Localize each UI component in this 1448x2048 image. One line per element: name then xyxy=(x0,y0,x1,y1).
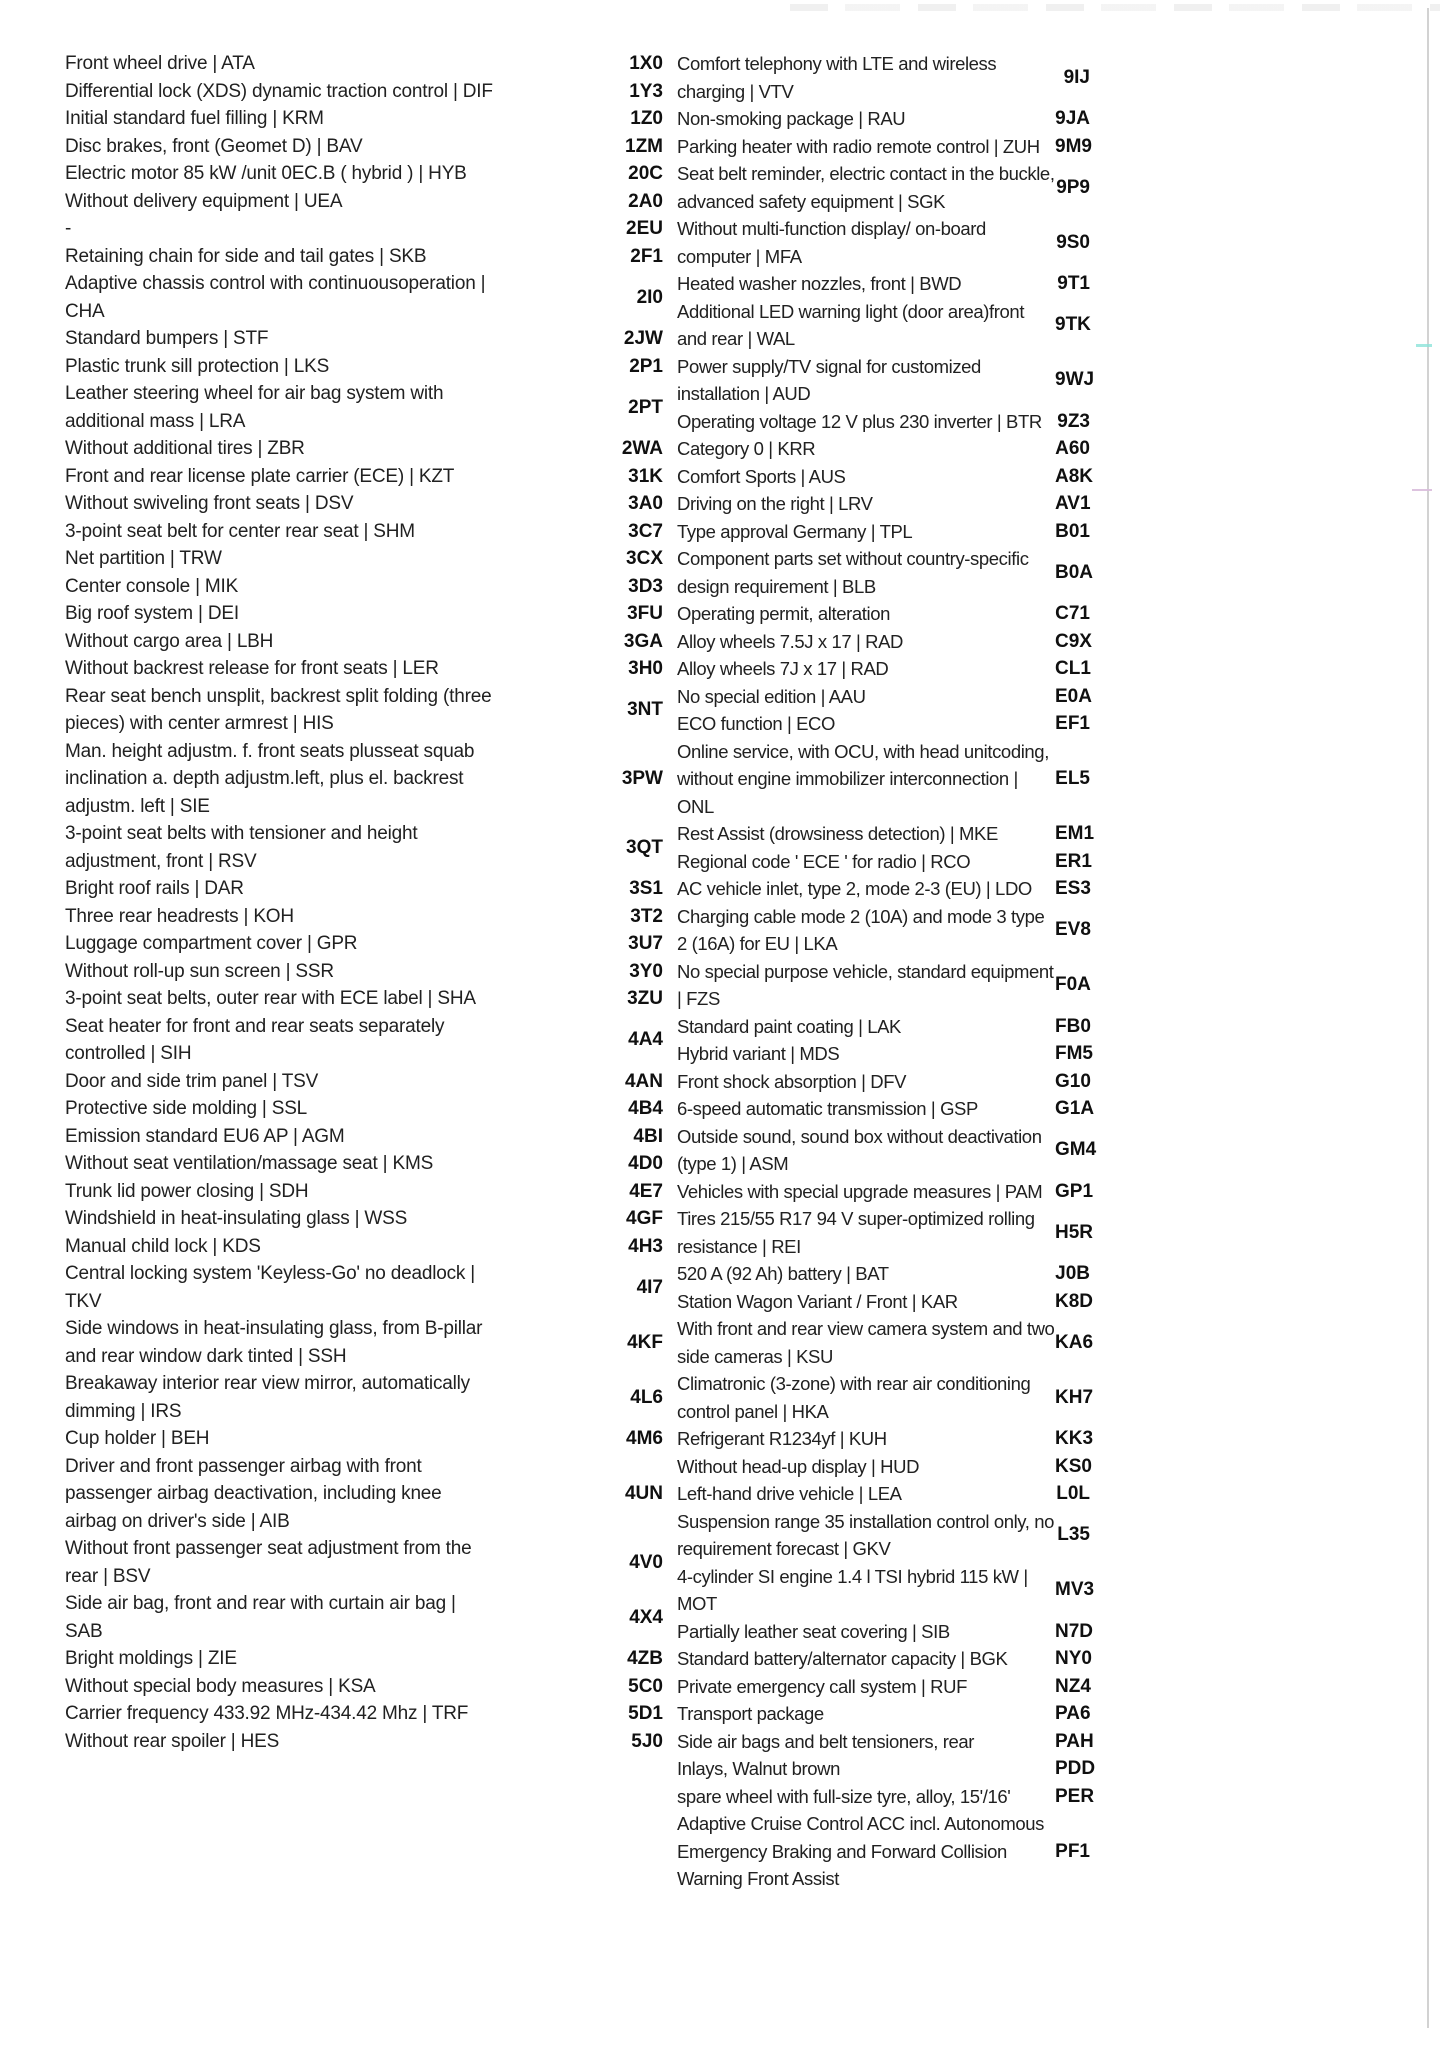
option-description: Luggage compartment cover | GPR xyxy=(65,933,358,954)
option-description: Non-smoking package | RAU xyxy=(677,108,906,129)
option-description: Outside sound, sound box without deactivation (type 1) | ASM xyxy=(677,1125,1042,1174)
option-pr-code: 3PW xyxy=(621,768,663,789)
option-row xyxy=(65,600,677,628)
option-description: Transport package xyxy=(677,1703,824,1724)
option-row xyxy=(677,435,1090,463)
option-row xyxy=(677,1728,1094,1756)
option-row xyxy=(677,215,1090,270)
option-row xyxy=(677,875,1090,903)
option-row xyxy=(65,353,677,381)
option-description: Alloy wheels 7.5J x 17 | RAD xyxy=(677,630,903,652)
option-row xyxy=(677,1040,1093,1068)
option-row xyxy=(677,1480,1090,1508)
option-description: Operating voltage 12 V plus 230 inverter | BTR xyxy=(677,410,1042,432)
option-pr-code: 4V0 xyxy=(629,1551,663,1573)
option-pr-code: 20C xyxy=(628,163,663,184)
option-row xyxy=(65,50,677,78)
option-description: Three rear headrests | KOH xyxy=(65,905,294,927)
option-row xyxy=(677,353,1095,408)
option-row xyxy=(65,903,677,931)
option-description: Without delivery equipment | UEA xyxy=(65,190,343,212)
option-pr-code: GP1 xyxy=(1055,1180,1094,1202)
option-description: Front shock absorption | DFV xyxy=(677,1070,907,1092)
option-description: Standard paint coating | LAK xyxy=(677,1015,901,1037)
option-pr-code: 4H3 xyxy=(628,1235,663,1257)
option-pr-code: 1Y3 xyxy=(629,80,663,102)
option-description: Without seat ventilation/massage seat | KMS xyxy=(65,1153,434,1174)
option-pr-code: 3U7 xyxy=(628,933,663,954)
option-pr-code: 4B4 xyxy=(628,1098,663,1119)
option-row xyxy=(65,1673,677,1701)
option-row xyxy=(65,1370,677,1425)
option-description: Trunk lid power closing | SDH xyxy=(65,1180,309,1202)
option-row xyxy=(677,1700,1090,1728)
option-pr-code: 4X4 xyxy=(629,1606,663,1628)
option-description: Bright roof rails | DAR xyxy=(65,878,244,899)
option-description: Climatronic (3-zone) with rear air conditioning control panel | HKA xyxy=(677,1373,1031,1422)
option-description: Regional code ' ECE ' for radio | RCO xyxy=(677,850,971,872)
option-row xyxy=(65,958,677,986)
option-row xyxy=(65,875,677,903)
option-row xyxy=(65,1123,677,1151)
option-pr-code: 3S1 xyxy=(629,878,663,899)
option-row xyxy=(65,738,677,821)
option-pr-code: 3GA xyxy=(623,630,663,652)
option-row xyxy=(65,1535,677,1590)
option-description: Front wheel drive | ATA xyxy=(65,53,255,74)
option-row xyxy=(677,683,1090,711)
option-description: Central locking system 'Keyless-Go' no deadlock | TKV xyxy=(65,1263,476,1312)
option-row xyxy=(65,1453,677,1536)
option-row xyxy=(677,1260,1090,1288)
scan-artifact-teal-tick xyxy=(1416,344,1432,347)
option-pr-code: B01 xyxy=(1055,520,1090,542)
option-pr-code: 3Y0 xyxy=(629,960,663,982)
option-row xyxy=(677,1288,1094,1316)
scan-artifact-right-edge-line xyxy=(1427,8,1429,2028)
option-row xyxy=(65,188,677,216)
option-row xyxy=(65,1233,677,1261)
option-row xyxy=(65,325,677,353)
option-description: Left-hand drive vehicle | LEA xyxy=(677,1483,902,1504)
option-row xyxy=(65,573,677,601)
option-pr-code: 2A0 xyxy=(628,190,663,212)
option-pr-code: 4M6 xyxy=(626,1428,663,1449)
option-row xyxy=(65,105,677,133)
left-options-table xyxy=(65,50,677,1755)
option-row xyxy=(65,1700,677,1728)
option-row xyxy=(677,958,1090,1013)
option-pr-code: 3D3 xyxy=(628,575,663,597)
option-pr-code: 4D0 xyxy=(628,1153,663,1174)
option-description: Without swiveling front seats | DSV xyxy=(65,493,354,514)
option-row xyxy=(65,1728,677,1756)
option-row xyxy=(65,133,677,161)
option-row xyxy=(677,710,1090,738)
option-description: Without multi-function display/ on-board computer | MFA xyxy=(677,218,986,267)
option-row xyxy=(677,408,1090,436)
option-row xyxy=(677,545,1094,600)
option-row xyxy=(65,1590,677,1645)
option-row xyxy=(65,380,677,435)
option-pr-code: 9TK xyxy=(1055,314,1091,336)
option-row xyxy=(65,243,677,271)
option-row xyxy=(677,1810,1090,1893)
option-row xyxy=(65,435,677,463)
option-description: Seat belt reminder, electric contact in the buckle, advanced safety equipment | SGK xyxy=(677,163,1055,212)
option-row xyxy=(677,1508,1090,1563)
option-row xyxy=(677,133,1090,161)
option-row xyxy=(677,105,1090,133)
option-row xyxy=(677,1755,1096,1783)
option-row xyxy=(677,1425,1094,1453)
option-description: Side windows in heat-insulating glass, from B-pillar and rear window dark tinted | SSH xyxy=(65,1318,483,1367)
option-row xyxy=(65,1150,677,1178)
option-pr-code: 2I0 xyxy=(636,286,663,308)
option-description: Without front passenger seat adjustment from the rear | BSV xyxy=(65,1538,472,1587)
option-description: Comfort telephony with LTE and wireless charging | VTV xyxy=(677,53,997,102)
option-pr-code: L35 xyxy=(1057,1524,1090,1546)
option-row xyxy=(677,600,1090,628)
option-pr-code: PF1 xyxy=(1055,1840,1090,1862)
option-description: Manual child lock | KDS xyxy=(65,1235,261,1257)
option-row xyxy=(677,1645,1090,1673)
option-row xyxy=(677,738,1090,821)
option-pr-code: PAH xyxy=(1055,1730,1094,1752)
option-row xyxy=(677,1095,1095,1123)
option-description: Big roof system | DEI xyxy=(65,603,239,624)
option-description: 4-cylinder SI engine 1.4 l TSI hybrid 115 kW | MOT xyxy=(677,1565,1028,1614)
option-description: Online service, with OCU, with head unitcoding, without engine immobilizer interconnection | ONL xyxy=(677,740,1049,817)
option-pr-code: J0B xyxy=(1055,1263,1090,1284)
option-pr-code: 4UN xyxy=(624,1483,663,1504)
option-description: Leather steering wheel for air bag system with additional mass | LRA xyxy=(65,383,444,432)
option-description: Charging cable mode 2 (10A) and mode 3 type 2 (16A) for EU | LKA xyxy=(677,905,1045,954)
option-pr-code: 1ZM xyxy=(625,135,663,157)
option-description: Hybrid variant | MDS xyxy=(677,1043,840,1064)
option-pr-code: EF1 xyxy=(1055,713,1090,734)
option-row xyxy=(677,628,1090,656)
option-description: Net partition | TRW xyxy=(65,548,222,569)
option-pr-code: 3A0 xyxy=(628,493,663,514)
option-row xyxy=(65,1260,677,1315)
option-description: Refrigerant R1234yf | KUH xyxy=(677,1428,887,1449)
option-row xyxy=(677,518,1090,546)
option-description: 3-point seat belts, outer rear with ECE label | SHA xyxy=(65,988,476,1009)
option-row xyxy=(65,985,677,1013)
option-pr-code: 9IJ xyxy=(1063,66,1090,88)
option-description: Cup holder | BEH xyxy=(65,1428,210,1449)
option-pr-code: 9S0 xyxy=(1056,231,1090,253)
option-pr-code: 2JW xyxy=(623,328,663,349)
option-description: Side air bags and belt tensioners, rear xyxy=(677,1730,975,1752)
option-description: - xyxy=(65,218,72,239)
option-pr-code: PDD xyxy=(1055,1758,1096,1779)
option-pr-code: 4KF xyxy=(627,1331,663,1353)
option-row xyxy=(65,1013,677,1068)
option-description: Power supply/TV signal for customized installation | AUD xyxy=(677,355,981,404)
option-row xyxy=(65,160,677,188)
option-description: Operating permit, alteration xyxy=(677,603,890,624)
option-row xyxy=(65,518,677,546)
option-description: Disc brakes, front (Geomet D) | BAV xyxy=(65,135,363,157)
option-pr-code: G1A xyxy=(1055,1098,1095,1119)
option-pr-code: 5D1 xyxy=(628,1703,663,1724)
option-pr-code: 4L6 xyxy=(630,1386,663,1408)
option-pr-code: H5R xyxy=(1055,1221,1094,1243)
option-row xyxy=(677,1453,1090,1481)
option-row xyxy=(65,1068,677,1096)
option-row xyxy=(677,820,1095,848)
option-pr-code: KA6 xyxy=(1055,1331,1094,1353)
option-description: Driver and front passenger airbag with front passenger airbag deactivation, including knee airbag on driver's side | AIB xyxy=(65,1455,442,1532)
option-description: Heated washer nozzles, front | BWD xyxy=(677,273,962,294)
option-description: Without cargo area | LBH xyxy=(65,630,274,652)
option-pr-code: 9WJ xyxy=(1055,369,1095,391)
option-description: Front and rear license plate carrier (ECE) | KZT xyxy=(65,465,455,487)
option-row xyxy=(65,1645,677,1673)
option-description: Type approval Germany | TPL xyxy=(677,520,913,542)
option-pr-code: 31K xyxy=(628,465,663,487)
option-row xyxy=(677,1178,1094,1206)
option-row xyxy=(677,1783,1095,1811)
option-row xyxy=(677,1563,1095,1618)
option-row xyxy=(677,1068,1090,1096)
option-pr-code: 3CX xyxy=(626,548,663,569)
option-pr-code: CL1 xyxy=(1055,658,1091,679)
option-row xyxy=(677,463,1094,491)
option-pr-code: 4I7 xyxy=(636,1276,663,1298)
option-pr-code: B0A xyxy=(1055,561,1094,583)
option-row xyxy=(65,1178,677,1206)
option-row xyxy=(65,463,677,491)
option-row xyxy=(65,1425,677,1453)
option-description: 3-point seat belts with tensioner and height adjustment, front | RSV xyxy=(65,823,418,872)
option-pr-code: 9P9 xyxy=(1056,176,1090,198)
option-pr-code: ER1 xyxy=(1055,850,1092,872)
option-pr-code: EM1 xyxy=(1055,823,1095,844)
option-pr-code: FM5 xyxy=(1055,1043,1093,1064)
option-pr-code: MV3 xyxy=(1055,1579,1095,1601)
option-pr-code: A8K xyxy=(1055,465,1094,487)
option-row xyxy=(677,1123,1097,1178)
option-description: Door and side trim panel | TSV xyxy=(65,1070,319,1092)
option-description: Alloy wheels 7J x 17 | RAD xyxy=(677,658,889,679)
option-row xyxy=(65,215,677,243)
option-description: Suspension range 35 installation control only, no requirement forecast | GKV xyxy=(677,1510,1055,1559)
option-description: Center console | MIK xyxy=(65,575,239,597)
option-row xyxy=(677,903,1090,958)
option-pr-code: 9M9 xyxy=(1055,135,1092,157)
option-description: Standard battery/alternator capacity | BGK xyxy=(677,1648,1008,1669)
option-description: Differential lock (XDS) dynamic traction control | DIF xyxy=(65,80,493,102)
option-description: Breakaway interior rear view mirror, automatically dimming | IRS xyxy=(65,1373,470,1422)
option-description: Bright moldings | ZIE xyxy=(65,1648,237,1669)
option-pr-code: F0A xyxy=(1055,974,1091,996)
option-description: Initial standard fuel filling | KRM xyxy=(65,108,324,129)
option-description: Partially leather seat covering | SIB xyxy=(677,1620,950,1642)
option-pr-code: EV8 xyxy=(1055,919,1091,941)
option-description: Windshield in heat-insulating glass | WSS xyxy=(65,1208,408,1229)
option-description: Without roll-up sun screen | SSR xyxy=(65,960,334,982)
option-description: Private emergency call system | RUF xyxy=(677,1675,967,1697)
right-options-table xyxy=(677,50,1097,1893)
option-description: Plastic trunk sill protection | LKS xyxy=(65,355,330,377)
option-pr-code: AV1 xyxy=(1055,493,1091,514)
option-pr-code: ES3 xyxy=(1055,878,1091,899)
option-pr-code: 2F1 xyxy=(630,245,663,267)
option-pr-code: 5J0 xyxy=(631,1730,663,1752)
option-pr-code: NY0 xyxy=(1055,1648,1092,1669)
option-row xyxy=(677,298,1090,353)
option-description: Comfort Sports | AUS xyxy=(677,465,846,487)
option-pr-code: PA6 xyxy=(1055,1703,1091,1724)
option-description: No special purpose vehicle, standard equipment | FZS xyxy=(677,960,1054,1009)
option-description: 3-point seat belt for center rear seat | SHM xyxy=(65,520,415,542)
option-description: Electric motor 85 kW /unit 0EC.B ( hybrid ) | HYB xyxy=(65,163,467,184)
option-pr-code: E0A xyxy=(1055,685,1092,707)
option-pr-code: 5C0 xyxy=(628,1675,663,1697)
option-description: Without head-up display | HUD xyxy=(677,1455,920,1477)
option-pr-code: 3H0 xyxy=(628,658,663,679)
option-pr-code: PER xyxy=(1055,1785,1095,1807)
option-pr-code: 4GF xyxy=(626,1208,663,1229)
option-description: Without special body measures | KSA xyxy=(65,1675,376,1697)
option-pr-code: 9Z3 xyxy=(1057,410,1090,432)
option-pr-code: 3FU xyxy=(627,603,663,624)
option-row xyxy=(65,655,677,683)
option-description: Carrier frequency 433.92 MHz-434.42 Mhz | TRF xyxy=(65,1703,469,1724)
option-row xyxy=(65,1205,677,1233)
option-pr-code: 2PT xyxy=(628,396,663,418)
option-description: Seat heater for front and rear seats separately controlled | SIH xyxy=(65,1015,445,1064)
option-pr-code: FB0 xyxy=(1055,1015,1091,1037)
option-pr-code: L0L xyxy=(1056,1483,1090,1504)
option-pr-code: 3NT xyxy=(627,699,663,721)
option-description: Man. height adjustm. f. front seats plusseat squab inclination a. depth adjustm.left, plus el. backrest adjustm. left | SIE xyxy=(65,740,475,817)
option-description: AC vehicle inlet, type 2, mode 2-3 (EU) | LDO xyxy=(677,878,1032,899)
option-description: Additional LED warning light (door area)front and rear | WAL xyxy=(677,300,1025,349)
option-row xyxy=(65,545,677,573)
option-row xyxy=(65,930,677,958)
option-description: Driving on the right | LRV xyxy=(677,493,873,514)
option-row xyxy=(677,848,1090,876)
option-description: Parking heater with radio remote control | ZUH xyxy=(677,135,1040,157)
option-description: With front and rear view camera system and two side cameras | KSU xyxy=(677,1318,1055,1367)
option-row xyxy=(677,270,1090,298)
option-description: Emission standard EU6 AP | AGM xyxy=(65,1125,345,1147)
option-description: Rest Assist (drowsiness detection) | MKE xyxy=(677,823,998,844)
option-row xyxy=(65,78,677,106)
option-pr-code: C9X xyxy=(1055,630,1092,652)
option-description: Adaptive Cruise Control ACC incl. Autonomous Emergency Braking and Forward Collision Warning Front Assist xyxy=(677,1813,1044,1889)
option-description: Protective side molding | SSL xyxy=(65,1098,308,1119)
option-description: Standard bumpers | STF xyxy=(65,328,269,349)
option-description: Without additional tires | ZBR xyxy=(65,438,305,459)
option-row xyxy=(677,1618,1094,1646)
option-pr-code: 9T1 xyxy=(1057,273,1090,294)
option-pr-code: 2P1 xyxy=(629,355,663,377)
option-pr-code: N7D xyxy=(1055,1620,1094,1642)
option-pr-code: KK3 xyxy=(1055,1428,1094,1449)
option-pr-code: NZ4 xyxy=(1055,1675,1091,1697)
option-description: Retaining chain for side and tail gates | SKB xyxy=(65,245,427,267)
option-description: No special edition | AAU xyxy=(677,685,866,707)
option-pr-code: GM4 xyxy=(1055,1139,1097,1161)
scan-artifact-top-marks xyxy=(790,4,1440,11)
option-pr-code: A60 xyxy=(1055,438,1090,459)
option-pr-code: 1Z0 xyxy=(630,108,663,129)
option-description: Without backrest release for front seats | LER xyxy=(65,658,439,679)
option-row xyxy=(677,1370,1094,1425)
option-description: Rear seat bench unsplit, backrest split folding (three pieces) with center armrest | HIS xyxy=(65,685,492,734)
option-row xyxy=(65,1095,677,1123)
option-description: Tires 215/55 R17 94 V super-optimized rolling resistance | REI xyxy=(677,1208,1035,1257)
option-description: ECO function | ECO xyxy=(677,713,835,734)
option-row xyxy=(677,655,1090,683)
option-description: spare wheel with full-size tyre, alloy, 15'/16' xyxy=(677,1785,1011,1807)
option-row xyxy=(677,1315,1094,1370)
option-pr-code: 9JA xyxy=(1055,108,1090,129)
option-row xyxy=(677,1205,1094,1260)
option-row xyxy=(677,50,1090,105)
option-row xyxy=(65,1315,677,1370)
option-description: Side air bag, front and rear with curtain air bag | SAB xyxy=(65,1593,456,1642)
option-row xyxy=(65,683,677,738)
option-row xyxy=(677,1013,1090,1041)
option-pr-code: 3QT xyxy=(626,836,663,858)
option-pr-code: 1X0 xyxy=(629,53,663,74)
option-pr-code: G10 xyxy=(1055,1070,1091,1092)
option-pr-code: 4AN xyxy=(624,1070,663,1092)
option-pr-code: 2WA xyxy=(621,438,663,459)
option-pr-code: 4E7 xyxy=(629,1180,663,1202)
option-description: 520 A (92 Ah) battery | BAT xyxy=(677,1263,889,1284)
scan-artifact-purple-tick xyxy=(1412,489,1432,491)
option-pr-code: C71 xyxy=(1055,603,1090,624)
option-pr-code: KS0 xyxy=(1055,1455,1092,1477)
option-row xyxy=(677,490,1090,518)
option-description: Inlays, Walnut brown xyxy=(677,1758,841,1779)
option-pr-code: 3C7 xyxy=(628,520,663,542)
option-row xyxy=(65,628,677,656)
option-row xyxy=(65,490,677,518)
option-description: Without rear spoiler | HES xyxy=(65,1730,280,1752)
option-pr-code: 4A4 xyxy=(628,1029,663,1051)
option-row xyxy=(677,160,1090,215)
option-pr-code: 4BI xyxy=(633,1125,663,1147)
option-pr-code: 3ZU xyxy=(627,988,663,1009)
option-pr-code: KH7 xyxy=(1055,1386,1094,1408)
option-pr-code: K8D xyxy=(1055,1290,1094,1312)
option-description: Category 0 | KRR xyxy=(677,438,816,459)
option-description: 6-speed automatic transmission | GSP xyxy=(677,1098,978,1119)
option-row xyxy=(677,1673,1090,1701)
option-row xyxy=(65,270,677,325)
option-description: Station Wagon Variant / Front | KAR xyxy=(677,1290,958,1312)
option-pr-code: 2EU xyxy=(626,218,663,239)
option-row xyxy=(65,820,677,875)
option-description: Component parts set without country-specific design requirement | BLB xyxy=(677,548,1029,597)
option-pr-code: 4ZB xyxy=(627,1648,663,1669)
option-description: Vehicles with special upgrade measures | PAM xyxy=(677,1180,1043,1202)
option-pr-code: EL5 xyxy=(1055,768,1090,789)
option-pr-code: 3T2 xyxy=(630,905,663,927)
option-description: Adaptive chassis control with continuousoperation | CHA xyxy=(65,273,486,322)
